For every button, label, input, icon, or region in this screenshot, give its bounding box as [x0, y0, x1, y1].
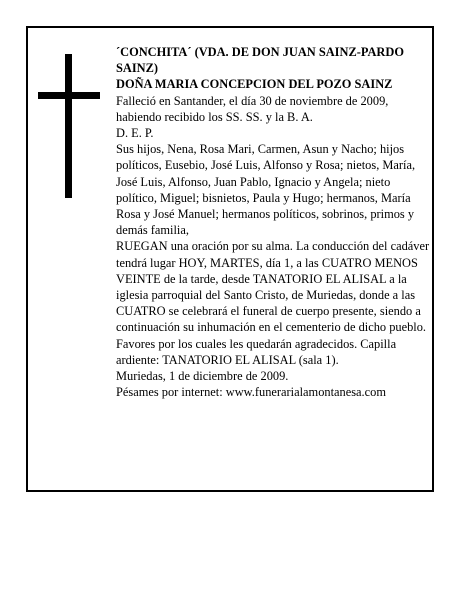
obituary-notice [26, 26, 434, 492]
place-date: Muriedas, 1 de diciembre de 2009. [116, 369, 289, 384]
cross-icon [38, 54, 100, 198]
condolences-line: Pésames por internet: www.funerarialamontanesa.com [116, 385, 386, 400]
funeral-request: RUEGAN una oración por su alma. La conducción del cadáver tendrá lugar HOY, MARTES, día 1, a las CUATRO MENOS VEINTE de la tarde, desde TANATORIO EL ALISAL a la iglesia parroquial del Santo Cristo, de Muriedas, donde a las CUATRO se celebrará el funeral de cuerpo presente, siendo a continuación su inhumación en el cementerio de dicho pueblo. Favores por los cuales les quedarán agradecidos. Capilla ardiente: TANATORIO EL ALISAL (sala 1). [116, 239, 430, 367]
cross-vertical-bar [65, 54, 72, 198]
cross-horizontal-bar [38, 92, 100, 99]
notice-heading-name: DOÑA MARIA CONCEPCION DEL POZO SAINZ [116, 77, 393, 92]
family-list: Sus hijos, Nena, Rosa Mari, Carmen, Asun y Nacho; hijos políticos, Eusebio, José Luis, Alfonso y Rosa; nietos, María, José Luis, Alfonso, Juan Pablo, Ignacio y Angela; nieto político, Miguel; bisnietos, Paula y Hugo; hermanos, María Rosa y José Manuel; hermanos políticos, sobrinos, primos y demás familia, [116, 142, 416, 238]
notice-text [116, 44, 432, 400]
death-info: Falleció en Santander, el día 30 de noviembre de 2009, habiendo recibido los SS. SS. y la B. A. [116, 93, 389, 124]
dep-text: D. E. P. [116, 126, 154, 141]
notice-heading-alias: ´CONCHITA´ (VDA. DE DON JUAN SAINZ-PARDO SAINZ) [116, 45, 404, 76]
